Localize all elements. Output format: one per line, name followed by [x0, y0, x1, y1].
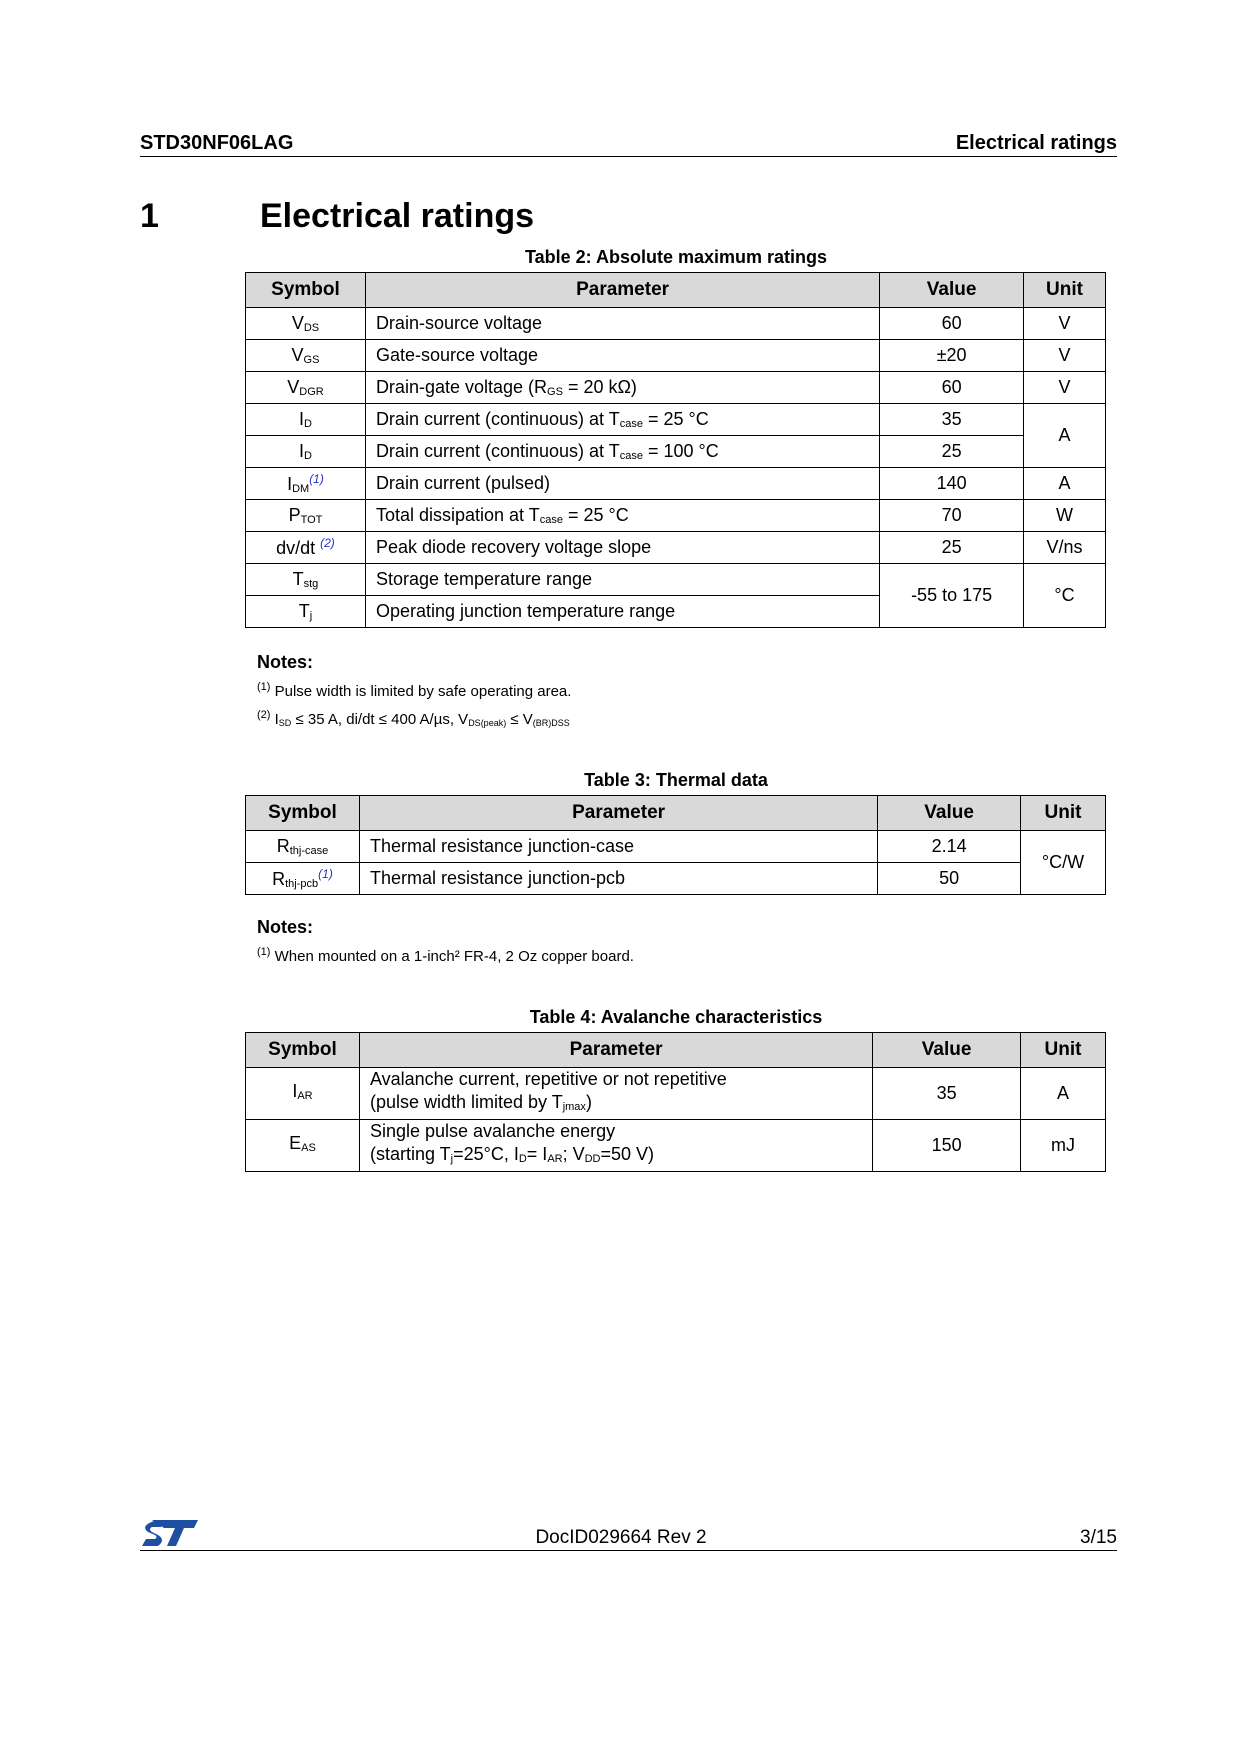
parameter-cell: Operating junction temperature range — [365, 596, 879, 628]
symbol-cell: $I_D$ — [246, 436, 366, 468]
footer-doc-id: DocID029664 Rev 2 — [535, 1527, 707, 1548]
parameter-cell: Single pulse avalanche energy (starting $T_j=25^\circ C$, $I_D= I_{AR}$; $V_{DD}=50$ V) — [359, 1120, 872, 1172]
symbol-cell: $V_{DGR}$ — [246, 372, 366, 404]
value-cell: 50 — [878, 863, 1021, 895]
table-row — [246, 372, 1106, 404]
value-cell: 60 — [880, 308, 1024, 340]
col-header-symbol: Symbol — [246, 1033, 360, 1068]
unit-cell: °C — [1024, 564, 1106, 628]
note-1: $^{(1)}$ Pulse width is limited by safe operating area. — [257, 681, 572, 700]
table-row — [246, 404, 1106, 436]
unit-cell: mJ — [1021, 1120, 1106, 1172]
notes-title: Notes: — [257, 652, 314, 672]
value-cell: 150 — [873, 1120, 1021, 1172]
symbol-cell: $R_{thj-pcb}^{(1)}$ — [246, 863, 360, 895]
symbol-cell: $V_{GS}$ — [246, 340, 366, 372]
col-header-unit: Unit — [1024, 273, 1106, 308]
table-row — [246, 831, 1106, 863]
col-header-unit: Unit — [1021, 1033, 1106, 1068]
note-ref-link[interactable]: (1) — [318, 867, 333, 881]
symbol-cell: $I_{DM}^{(1)}$ — [246, 468, 366, 500]
parameter-cell: Gate-source voltage — [365, 340, 879, 372]
value-cell: 35 — [873, 1068, 1021, 1120]
parameter-cell: Avalanche current, repetitive or not repetitive (pulse width limited by $T_{jmax}$) — [359, 1068, 872, 1120]
note-1: $^{(1)}$ When mounted on a 1-inch² FR-4, 2 Oz copper board. — [257, 946, 634, 965]
table3-caption: Table 3: Thermal data — [584, 770, 768, 790]
page-header — [140, 128, 1117, 157]
unit-cell: V — [1024, 372, 1106, 404]
parameter-cell: Drain current (continuous) at $T_{case} = 25$ °C — [365, 404, 879, 436]
value-cell: 140 — [880, 468, 1024, 500]
unit-cell: A — [1024, 404, 1106, 468]
unit-cell: V/ns — [1024, 532, 1106, 564]
col-header-unit: Unit — [1021, 796, 1106, 831]
notes-title: Notes: — [257, 917, 314, 937]
symbol-cell: $P_{TOT}$ — [246, 500, 366, 532]
value-cell: 70 — [880, 500, 1024, 532]
table-row — [246, 340, 1106, 372]
table-row — [246, 863, 1106, 895]
parameter-cell: Peak diode recovery voltage slope — [365, 532, 879, 564]
note-ref-link[interactable]: (2) — [320, 536, 335, 550]
header-part-number: STD30NF06LAG — [140, 132, 294, 154]
table2-caption: Table 2: Absolute maximum ratings — [524, 247, 828, 267]
symbol-cell: $R_{thj-case}$ — [246, 831, 360, 863]
absolute-max-ratings-table — [245, 272, 1106, 628]
symbol-cell: $E_{AS}$ — [246, 1120, 360, 1172]
col-header-symbol: Symbol — [246, 796, 360, 831]
table-header-row — [246, 1033, 1106, 1068]
col-header-symbol: Symbol — [246, 273, 366, 308]
section-title: Electrical ratings — [260, 197, 535, 235]
parameter-cell: Storage temperature range — [365, 564, 879, 596]
value-cell: 60 — [880, 372, 1024, 404]
unit-cell: V — [1024, 308, 1106, 340]
parameter-cell: Total dissipation at $T_{case} = 25$ °C — [365, 500, 879, 532]
parameter-cell: Drain-source voltage — [365, 308, 879, 340]
value-cell: 25 — [880, 532, 1024, 564]
col-header-parameter: Parameter — [359, 1033, 872, 1068]
header-section-name: Electrical ratings — [955, 132, 1117, 154]
table-row — [246, 1068, 1106, 1120]
table-row — [246, 436, 1106, 468]
table-row — [246, 532, 1106, 564]
section-number: 1 — [140, 197, 159, 235]
footer-page-number: 3/15 — [1080, 1527, 1117, 1548]
value-cell: -55 to 175 — [880, 564, 1024, 628]
parameter-cell: Thermal resistance junction-pcb — [359, 863, 877, 895]
footer-rule — [140, 1550, 1117, 1551]
value-cell: 25 — [880, 436, 1024, 468]
col-header-parameter: Parameter — [365, 273, 879, 308]
note-2: $^{(2)}$ $I_{SD} \le 35$ A, di/dt ≤ 400 A/µs, $V_{DS(peak)} \le V_{(BR)DSS}$ — [257, 709, 570, 728]
symbol-cell: $I_D$ — [246, 404, 366, 436]
parameter-cell: Drain current (continuous) at $T_{case} = 100$ °C — [365, 436, 879, 468]
avalanche-characteristics-table — [245, 1032, 1106, 1172]
unit-cell: A — [1021, 1068, 1106, 1120]
symbol-cell: $T_{stg}$ — [246, 564, 366, 596]
table-row — [246, 468, 1106, 500]
unit-cell: V — [1024, 340, 1106, 372]
symbol-cell: $T_j$ — [246, 596, 366, 628]
parameter-cell: Thermal resistance junction-case — [359, 831, 877, 863]
table-row — [246, 564, 1106, 596]
value-cell: ±20 — [880, 340, 1024, 372]
st-logo-icon — [140, 1518, 200, 1548]
table-header-row — [246, 796, 1106, 831]
unit-cell: W — [1024, 500, 1106, 532]
symbol-cell: dv/dt $^{(2)}$ — [246, 532, 366, 564]
col-header-value: Value — [873, 1033, 1021, 1068]
col-header-value: Value — [880, 273, 1024, 308]
col-header-value: Value — [878, 796, 1021, 831]
unit-cell: °C/W — [1021, 831, 1106, 895]
col-header-parameter: Parameter — [359, 796, 877, 831]
table4-caption: Table 4: Avalanche characteristics — [529, 1007, 823, 1027]
table-row — [246, 1120, 1106, 1172]
unit-cell: A — [1024, 468, 1106, 500]
table-row — [246, 308, 1106, 340]
value-cell: 35 — [880, 404, 1024, 436]
table-header-row — [246, 273, 1106, 308]
symbol-cell: $V_{DS}$ — [246, 308, 366, 340]
symbol-cell: $I_{AR}$ — [246, 1068, 360, 1120]
note-ref-link[interactable]: (1) — [309, 472, 324, 486]
value-cell: 2.14 — [878, 831, 1021, 863]
parameter-cell: Drain current (pulsed) — [365, 468, 879, 500]
parameter-cell: Drain-gate voltage ($R_{GS} = 20$ kΩ) — [365, 372, 879, 404]
table-row — [246, 500, 1106, 532]
thermal-data-table — [245, 795, 1106, 895]
